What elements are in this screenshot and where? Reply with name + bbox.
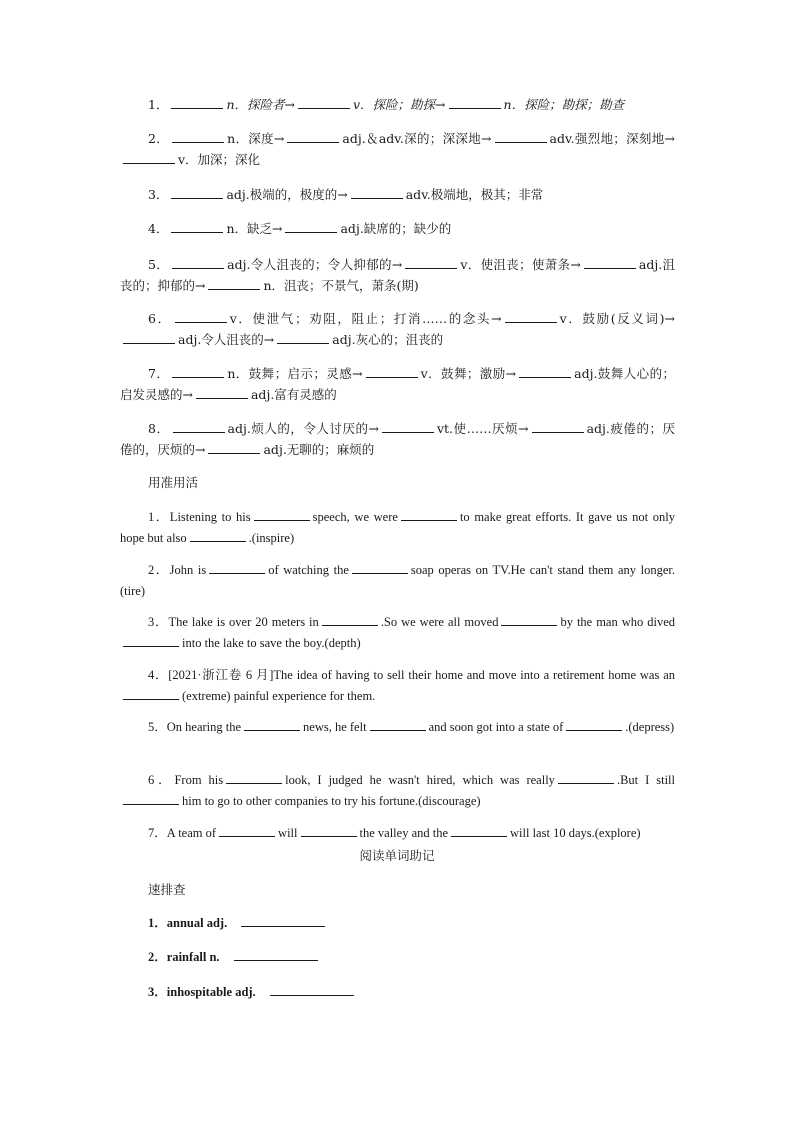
- vocab-item-8: 8． adj.烦人的，令人讨厌的→ vt.使……厌烦→ adj.疲倦的；厌倦的，厌烦的→ adj.无聊的；麻烦的: [120, 421, 675, 457]
- answer-blank[interactable]: [405, 255, 457, 269]
- section-heading-memory: 阅读单词助记: [359, 848, 435, 863]
- answer-blank[interactable]: [123, 150, 175, 164]
- answer-blank[interactable]: [172, 255, 224, 269]
- exercise-item-5: 5．On hearing the news, he felt and soon got into a state of .(depress): [120, 717, 675, 738]
- answer-blank[interactable]: [123, 686, 179, 700]
- exercise-item-4: 4．[2021·浙江卷 6 月]The idea of having to sell their home and move into a retirement home was an(extreme) painful experience for them.: [120, 665, 675, 707]
- vocab-item-4: 4． n．缺乏→ adj.缺席的；缺少的: [148, 221, 452, 236]
- answer-blank[interactable]: [285, 219, 337, 233]
- answer-blank[interactable]: [370, 717, 426, 731]
- answer-blank[interactable]: [171, 95, 223, 109]
- answer-blank[interactable]: [566, 717, 622, 731]
- answer-blank[interactable]: [208, 276, 260, 290]
- vocab-item-7: 7． n．鼓舞；启示；灵感→ v．鼓舞；激励→ adj.鼓舞人心的；启发灵感的→ adj.富有灵感的: [120, 366, 676, 402]
- quick-check-item-1: 1．annual adj.: [148, 913, 325, 934]
- answer-blank[interactable]: [171, 219, 223, 233]
- answer-blank[interactable]: [254, 507, 310, 521]
- answer-blank[interactable]: [401, 507, 457, 521]
- section-subheading-quick-check: 速排查: [148, 882, 186, 897]
- answer-blank[interactable]: [123, 791, 179, 805]
- exercise-item-7: 7．A team of will the valley and the will last 10 days.(explore): [120, 823, 675, 844]
- answer-blank[interactable]: [277, 330, 329, 344]
- answer-blank[interactable]: [123, 633, 179, 647]
- answer-blank[interactable]: [190, 528, 246, 542]
- exercise-item-2: 2．John is of watching the soap operas on TV.He can't stand them any longer.(tire): [120, 560, 675, 602]
- answer-blank[interactable]: [501, 612, 557, 626]
- answer-blank[interactable]: [351, 185, 403, 199]
- answer-blank[interactable]: [382, 419, 434, 433]
- vocab-item-3: 3． adj.极端的，极度的→ adv.极端地，极其；非常: [148, 187, 544, 202]
- vocab-item-1: 1． n．探险者→ v．探险；勘探→ n．探险；勘探；勘查: [148, 97, 625, 112]
- answer-blank[interactable]: [196, 385, 248, 399]
- answer-blank[interactable]: [219, 823, 275, 837]
- answer-blank[interactable]: [241, 913, 325, 927]
- quick-check-item-2: 2．rainfall n.: [148, 947, 318, 968]
- answer-blank[interactable]: [298, 95, 350, 109]
- answer-blank[interactable]: [226, 770, 282, 784]
- answer-blank[interactable]: [505, 309, 557, 323]
- answer-blank[interactable]: [171, 185, 223, 199]
- section-heading-usage: 用准用活: [148, 475, 199, 490]
- exercise-item-6: 6．From his look, I judged he wasn't hired, which was really .But I stillhim to go to other companies to try his fortune.(discourage): [120, 770, 675, 812]
- answer-blank[interactable]: [519, 364, 571, 378]
- answer-blank[interactable]: [123, 330, 175, 344]
- answer-blank[interactable]: [244, 717, 300, 731]
- vocab-item-6: 6． v．使泄气；劝阻，阻止；打消……的念头→ v．鼓励(反义词)→adj.令人沮丧的→ adj.灰心的；沮丧的: [120, 308, 675, 350]
- answer-blank[interactable]: [352, 560, 408, 574]
- answer-blank[interactable]: [287, 129, 339, 143]
- answer-blank[interactable]: [209, 560, 265, 574]
- answer-blank[interactable]: [301, 823, 357, 837]
- answer-blank[interactable]: [558, 770, 614, 784]
- vocab-item-2: 2． n．深度→ adj.＆adv.深的；深深地→ adv.强烈地；深刻地→v．加深；深化: [120, 128, 675, 170]
- answer-blank[interactable]: [495, 129, 547, 143]
- answer-blank[interactable]: [172, 129, 224, 143]
- answer-blank[interactable]: [172, 364, 224, 378]
- exercise-item-3: 3．The lake is over 20 meters in .So we were all moved by the man who divedinto the lake to save the boy.(depth): [120, 612, 675, 654]
- vocab-item-5: 5． adj.令人沮丧的；令人抑郁的→ v．使沮丧；使萧条→ adj.沮丧的；抑郁的→ n．沮丧；不景气，萧条(期): [120, 257, 676, 293]
- answer-blank[interactable]: [234, 947, 318, 961]
- exercise-item-1: 1．Listening to his speech, we were to make great efforts. It gave us not only hope but also .(inspire): [120, 507, 675, 549]
- answer-blank[interactable]: [449, 95, 501, 109]
- quick-check-item-3: 3．inhospitable adj.: [148, 982, 354, 1003]
- answer-blank[interactable]: [208, 440, 260, 454]
- answer-blank[interactable]: [532, 419, 584, 433]
- answer-blank[interactable]: [322, 612, 378, 626]
- answer-blank[interactable]: [270, 982, 354, 996]
- answer-blank[interactable]: [366, 364, 418, 378]
- answer-blank[interactable]: [173, 419, 225, 433]
- answer-blank[interactable]: [175, 309, 227, 323]
- answer-blank[interactable]: [451, 823, 507, 837]
- answer-blank[interactable]: [584, 255, 636, 269]
